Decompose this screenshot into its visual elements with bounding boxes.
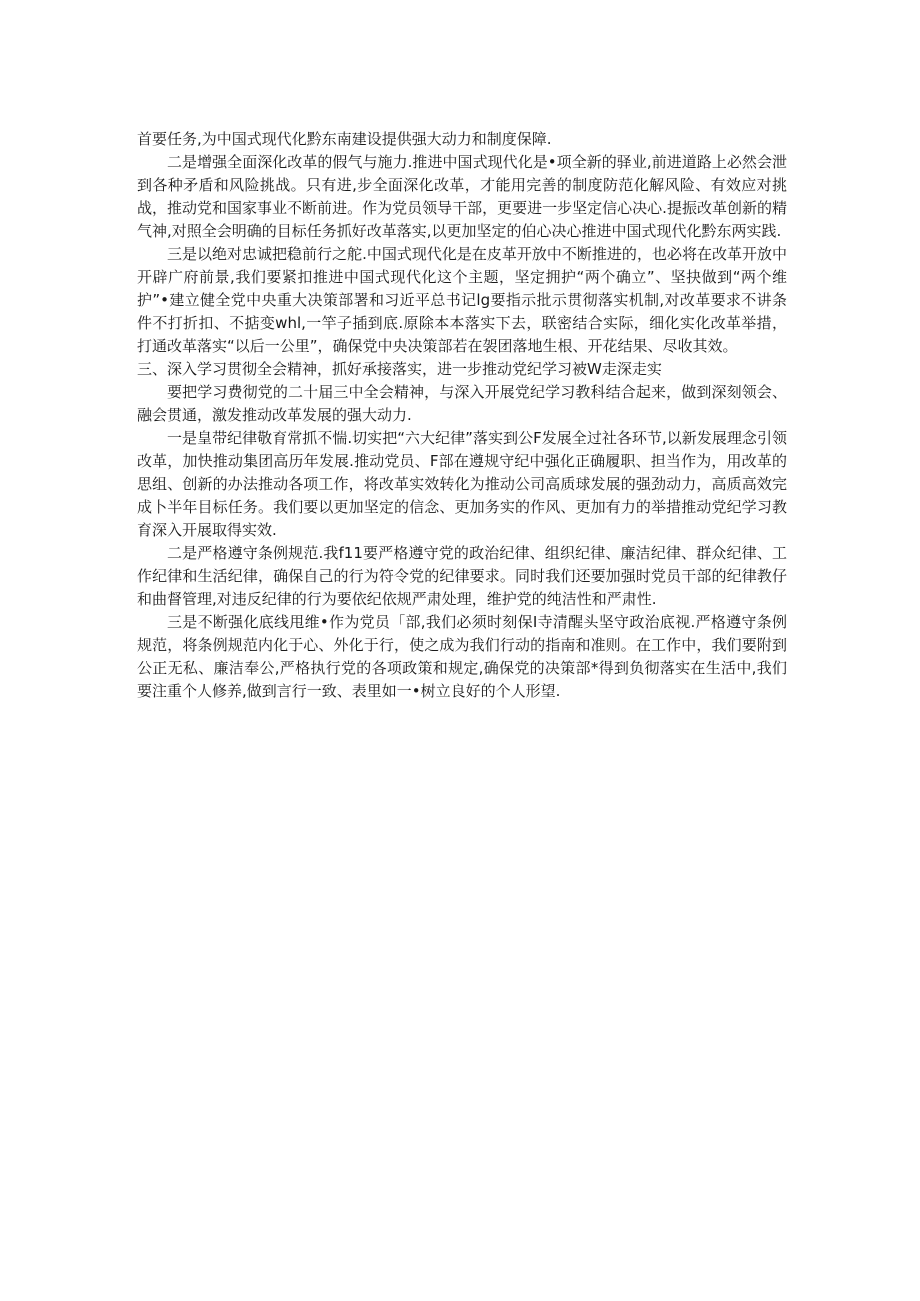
- document-body: [137, 128, 787, 703]
- paragraph-reform-courage: 二是增强全面深化改革的假气与施力.推进中国式现代化是•项全新的驿业,前进道路上必然会泄到各种矛盾和风险挑战。只有进,步全面深化改革，才能用完善的制度防范化解风险、有效应对挑战，推动党和国家事业不断前进。作为党员领导干部，更要进一步坚定信心决心.提振改革创新的精气神,对照全会明确的目标任务抓好改革落实,以更加坚定的伯心决心推进中国式现代化黔东两实践.: [137, 153, 787, 240]
- paragraph-continuation: 首要任务,为中国式现代化黔东南建设提供强大动力和制度保障.: [137, 130, 552, 148]
- section-heading-three: 三、深入学习贯彻全会精神，抓好承接落实，进一步推动党纪学习被W走深走实: [137, 360, 662, 378]
- paragraph-discipline-education: 一是皇带纪律敬育常抓不惴.切实把“六大纪律”落实到公F发展全过社各环节,以新发展理念引领改革，加快推动集团高历年发展.推动党员、F部在遵规守纪中强化正确履职、担当作为，用改革的思组、创新的办法推动各项工作，将改革实效转化为推动公司高质球发展的强劲动力，高质高效完成卜半年目标任务。我们要以更加坚定的信念、更加务实的作风、更加有力的举措推动党纪学习教育深入开展取得实效.: [137, 429, 787, 539]
- paragraph-bottom-line-thinking: 三是不断强化底线甩维•作为党员「部,我们必须时刻保I寺清醒头坚守政治底视.严格遵守条例规范，将条例规范内化于心、外化于行，使之成为我们行动的指南和准则。在工作中，我们要附到公正无私、廉洁奉公,严格执行党的各项政策和规定,确保党的决策部*得到负彻落实在生活中,我们要注重个人修养,做到言行一致、表里如一•树立良好的个人形望.: [137, 613, 787, 700]
- paragraph-absolute-loyalty: 三是以绝对忠诚把稳前行之舵.中国式现代化是在皮革开放中不断推进的，也必将在改革开放中开辟广府前景,我们要紧扣推进中国式现代化这个主题，坚定拥护“两个确立”、坚抉做到“两个维护”•建立健全党中央重大决策部署和习近平总书记lg要指示批示贯彻落实机制,对改革要求不讲条件不打折扣、不掂变whl,一竿子插到底.原除本本落实下去，联密结合实际，细化实化改革举措，打通改革落实“以后一公里”，确保党中央决策部若在袈团落地生根、开花结果、尽收其效。: [137, 245, 787, 355]
- paragraph-strict-compliance: 二是严格遵守条例规范.我f11要严格遵守党的政治纪律、组织纪律、廉洁纪律、群众纪律、工作纪律和生活纪律，确保自己的行为符令党的纪律要求。同时我们还要加强时党员干部的纪律教仔和曲督管理,对违反纪律的行为要依纪依规严肃处理，维护党的纯洁性和严肃性.: [137, 544, 787, 608]
- paragraph-section-intro: 要把学习费彻党的二十届三中全会精神，与深入开展党纪学习教科结合起来，做到深刻领会、融会贯通，激发推动改革发展的强大动力.: [137, 383, 787, 424]
